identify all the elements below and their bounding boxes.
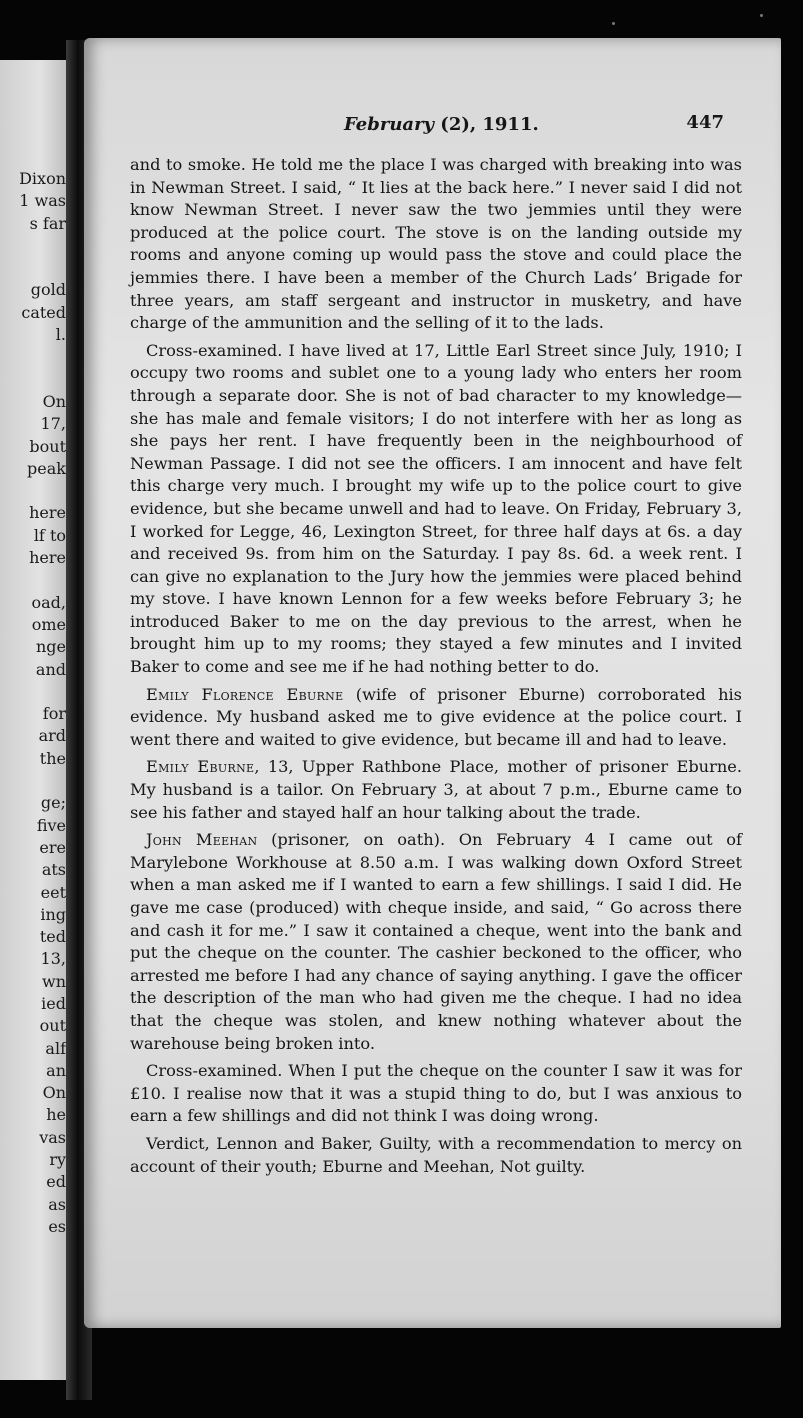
left-fragment (2, 770, 66, 792)
left-fragment: es (48, 1216, 66, 1236)
paragraph-text: (wife of prisoner Eburne) corroborated his evidence. My husband asked me to give evidence at the police court. I went there and waited to give evidence, but became ill and had to leave. (130, 684, 742, 749)
left-fragment: ats (41, 860, 66, 880)
left-fragment: l. (55, 325, 66, 345)
left-fragment: oad, (31, 592, 66, 612)
running-date: (2), 1911. (440, 114, 539, 135)
paragraph-3 (130, 684, 742, 752)
left-fragment: as (48, 1194, 66, 1214)
left-fragment: 13, (40, 949, 66, 969)
paragraph-text: and to smoke. He told me the place I was charged with breaking into was in Newman Street. I said, “ It lies at the back here.” I never said I did not know Newman Street. I never saw the two jemmies until they were produced at the police court. The stove is on the landing outside my rooms and anyone coming up would pass the stove and could place the jemmies there. I have been a member of the Church Lads’ Brigade for three years, am staff sergeant and instructor in musketry, and have charge of the ammunition and the selling of it to the lads. (130, 155, 742, 333)
left-fragment (2, 480, 66, 502)
scan-speck (760, 14, 763, 17)
left-fragment (2, 681, 66, 703)
witness-name: John Meehan (146, 830, 258, 850)
left-fragment: eet (40, 882, 66, 902)
left-fragment: cated (21, 302, 66, 322)
paragraph-text: Cross-examined. I have lived at 17, Little Earl Street since July, 1910; I occupy two rooms and sublet one to a young lady who enters her room through a separate door. She is not of bad character to my knowledge—she has male and female visitors; I do not interfere with her as long as she pays her rent. I have frequently been in the neighbourhood of Newman Passage. I did not see the officers. I am innocent and have felt this charge very much. I brought my wife up to the police court to give evidence, but she became unwell and had to leave. On Friday, February 3, I worked for Legge, 46, Lexington Street, for three half days at 6s. a day and received 9s. from him on the Saturday. I pay 8s. 6d. a week rent. I can give no explanation to the Jury how the jemmies were placed behind my stove. I have known Lennon for a few weeks before February 3; he introduced Baker to me on the day previous to the arrest, when he brought him up to my rooms; they stayed a few minutes and I invited Baker to come and see me if he had nothing better to do. (130, 340, 742, 677)
left-fragment: ed (46, 1172, 66, 1192)
body-text (130, 154, 742, 1183)
left-fragment: for (42, 704, 66, 724)
left-page-edge (0, 60, 68, 1380)
left-fragment: nge (35, 637, 66, 657)
page-number: 447 (686, 112, 724, 133)
left-fragment: here (29, 548, 66, 568)
left-fragment (2, 569, 66, 591)
witness-name: Emily Florence Eburne (146, 684, 344, 704)
paragraph-7 (130, 1133, 742, 1178)
paragraph-text: (prisoner, on oath). On February 4 I came out of Marylebone Workhouse at 8.50 a.m. I was walking down Oxford Street when a man asked me if I wanted to earn a few shillings. I said I did. He gave me case (produced) with cheque inside, and said, “ Go across there and cash it for me.” I saw it contained a cheque, went into the bank and put the cheque on the counter. The cashier beckoned to the officer, who arrested me before I had any chance of saying anything. I gave the officer the description of the man who had given me the cheque. I had no idea that the cheque was stolen, and knew nothing whatever about the warehouse being broken into. (130, 830, 743, 1053)
left-page-fragments (2, 168, 66, 1238)
witness-name: Emily Eburne (146, 757, 255, 777)
left-fragment: s far (29, 213, 66, 233)
left-fragment: wn (42, 971, 66, 991)
left-fragment: ere (39, 837, 66, 857)
page-header (330, 112, 728, 138)
left-fragment (2, 257, 66, 279)
left-fragment: five (36, 815, 66, 835)
left-fragment: On (42, 1083, 66, 1103)
paragraph-2 (130, 340, 742, 679)
left-fragment: the (39, 748, 66, 768)
left-fragment: 1 was (19, 191, 66, 211)
left-fragment: peak (27, 458, 66, 478)
left-fragment: and (35, 659, 66, 679)
left-fragment: ted (39, 927, 66, 947)
left-fragment: ry (49, 1150, 66, 1170)
left-fragment: ing (40, 904, 66, 924)
paragraph-4 (130, 756, 742, 824)
left-fragment: ard (38, 726, 66, 746)
left-fragment: vas (39, 1127, 66, 1147)
running-title: February (344, 114, 435, 135)
running-head (344, 114, 539, 135)
paragraph-6 (130, 1060, 742, 1128)
left-fragment: gold (30, 280, 66, 300)
left-fragment: Dixon (19, 169, 66, 188)
paragraph-5 (130, 829, 742, 1055)
paragraph-text: Cross-examined. When I put the cheque on the counter I saw it was for £10. I realise now that it was a stupid thing to do, but I was anxious to earn a few shillings and did not think I was doing wrong. (130, 1061, 742, 1126)
paragraph-text: , 13, Upper Rathbone Place, mother of prisoner Eburne. My husband is a tailor. On February 3, at about 7 p.m., Eburne came to see his father and stayed half an hour talking about the trade. (130, 757, 742, 822)
left-fragment: lf to (33, 525, 66, 545)
left-fragment: an (46, 1060, 66, 1080)
left-fragment (2, 369, 66, 391)
left-fragment: 17, (40, 414, 66, 434)
left-fragment: On (42, 391, 66, 411)
left-fragment: ge; (40, 793, 66, 813)
left-fragment: he (46, 1105, 66, 1125)
paragraph-1 (130, 154, 742, 335)
left-fragment: bout (29, 436, 66, 456)
left-fragment: ome (31, 614, 66, 634)
left-fragment (2, 235, 66, 257)
scan-speck (612, 22, 615, 25)
left-fragment: alf (45, 1038, 66, 1058)
left-fragment: here (29, 503, 66, 523)
paragraph-text: Verdict, Lennon and Baker, Guilty, with a recommendation to mercy on account of their youth; Eburne and Meehan, Not guilty. (130, 1133, 742, 1176)
left-fragment: out (39, 1016, 66, 1036)
left-fragment: ied (41, 993, 66, 1013)
left-fragment (2, 346, 66, 368)
